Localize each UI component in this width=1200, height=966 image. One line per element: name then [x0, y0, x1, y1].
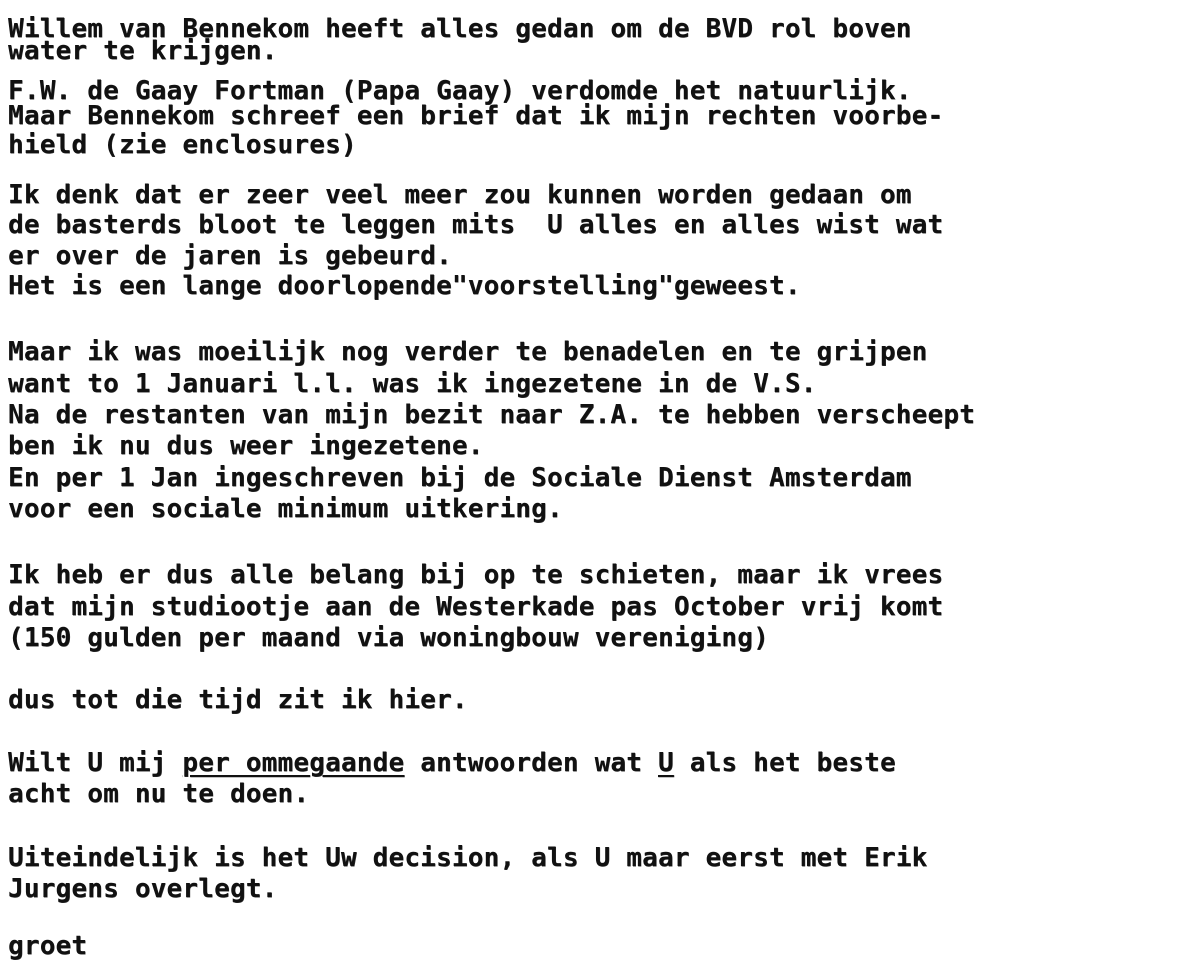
- letter-line: er over de jaren is gebeurd.: [8, 241, 452, 271]
- letter-line: voor een sociale minimum uitkering.: [8, 494, 563, 524]
- letter-line-underlined: [8, 750, 896, 776]
- letter-line: Jurgens overlegt.: [8, 874, 278, 904]
- letter-line: ben ik nu dus weer ingezetene.: [8, 431, 484, 461]
- underlined-phrase: per ommegaande: [182, 748, 405, 778]
- letter-line: water te krijgen.: [8, 36, 278, 66]
- letter-line: acht om nu te doen.: [8, 779, 310, 809]
- letter-line: Het is een lange doorlopende"voorstelling"geweest.: [8, 271, 801, 301]
- line-segment: als het beste: [673, 748, 896, 778]
- letter-line: En per 1 Jan ingeschreven bij de Sociale Dienst Amsterdam: [8, 463, 912, 493]
- letter-line: Maar Bennekom schreef een brief dat ik mijn rechten voorbe-: [8, 101, 944, 131]
- letter-line: F.W. de Gaay Fortman (Papa Gaay) verdomde het natuurlijk.: [8, 76, 912, 106]
- letter-line: Willem van Bennekom heeft alles gedan om de BVD rol boven: [8, 14, 912, 44]
- line-segment: antwoorden wat: [404, 748, 658, 778]
- letter-line: de basterds bloot te leggen mits U alles en alles wist wat: [8, 210, 944, 240]
- letter-line: Ik denk dat er zeer veel meer zou kunnen worden gedaan om: [8, 180, 912, 210]
- letter-line: Na de restanten van mijn bezit naar Z.A. te hebben verscheept: [8, 400, 976, 430]
- letter-line: want to 1 Januari l.l. was ik ingezetene in de V.S.: [8, 369, 817, 399]
- letter-line: Uiteindelijk is het Uw decision, als U maar eerst met Erik: [8, 843, 928, 873]
- letter-line: (150 gulden per maand via woningbouw vereniging): [8, 623, 769, 653]
- letter-line: dat mijn studiootje aan de Westerkade pas October vrij komt: [8, 592, 944, 622]
- letter-closing: groet: [8, 931, 88, 961]
- line-segment: Wilt U mij: [8, 748, 183, 778]
- letter-line: hield (zie enclosures): [8, 130, 357, 160]
- letter-line: Ik heb er dus alle belang bij op te schieten, maar ik vrees: [8, 560, 944, 590]
- underlined-word: U: [658, 748, 674, 778]
- letter-line: Maar ik was moeilijk nog verder te benadelen en te grijpen: [8, 337, 928, 367]
- letter-line: dus tot die tijd zit ik hier.: [8, 685, 468, 715]
